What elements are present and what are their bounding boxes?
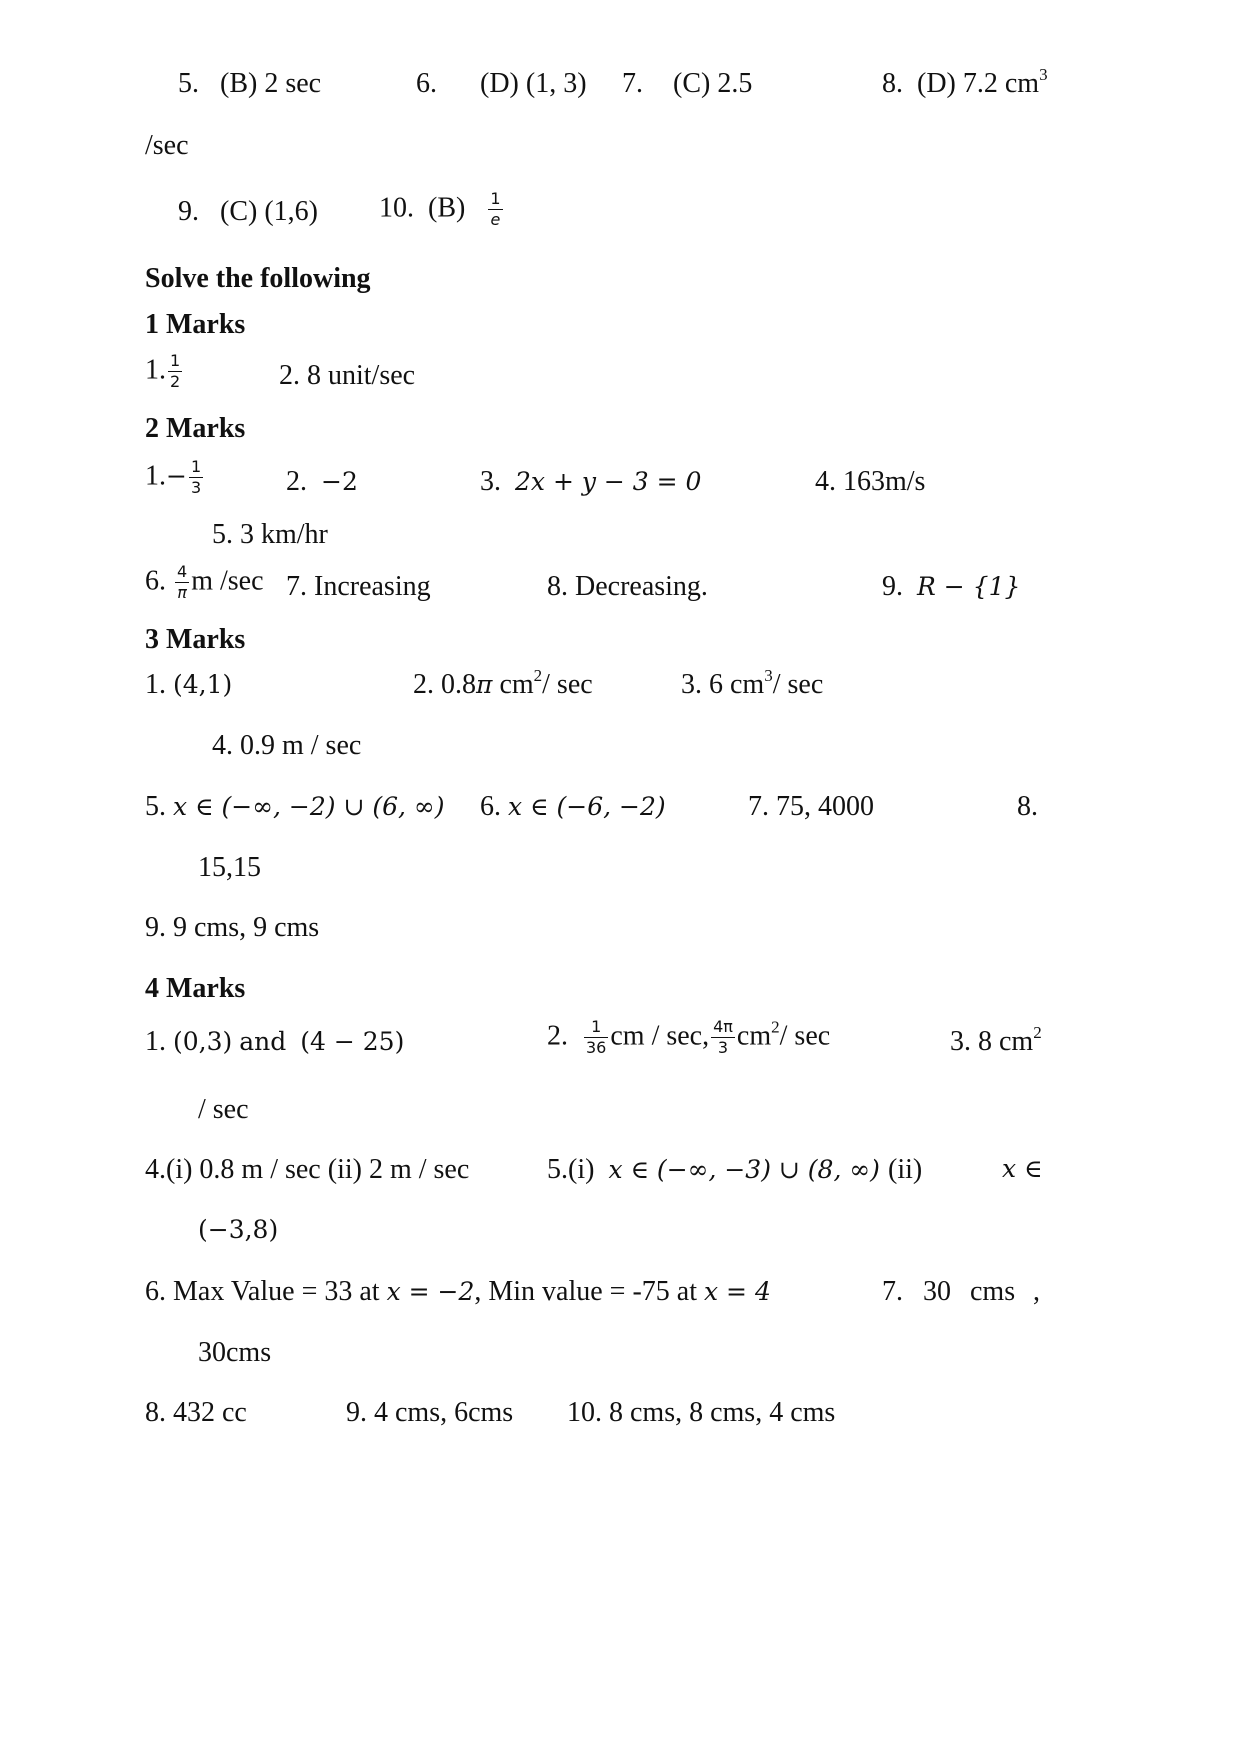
two-marks-q4: 4. 163m/s bbox=[815, 466, 926, 497]
four-marks-q8: 8. 432 cc bbox=[145, 1397, 247, 1428]
fraction: $\frac{4\pi}{3}$ bbox=[713, 1017, 733, 1058]
three-marks-title: 3 Marks bbox=[145, 624, 246, 655]
two-marks-title: 2 Marks bbox=[145, 413, 246, 444]
four-marks-q5-ii-math: x ∈ bbox=[1002, 1154, 1043, 1183]
four-marks-title: 4 Marks bbox=[145, 973, 246, 1004]
mcq-answer-10: 10. (B) $\frac{1}{e}$ bbox=[379, 189, 501, 230]
mcq-answer-7-num: 7. bbox=[622, 68, 643, 99]
one-marks-title: 1 Marks bbox=[145, 309, 246, 340]
mcq-text: (B) 2 sec bbox=[220, 68, 322, 99]
three-marks-q3: 3. 6 $cm^3/$ sec bbox=[681, 666, 824, 700]
four-marks-q5-ii-interval: (−3,8) bbox=[198, 1215, 279, 1244]
mcq-answer-8: 8. (D) 7.2 $cm^3$ bbox=[882, 65, 1048, 99]
fraction: $\frac{1}{3}$ bbox=[190, 457, 202, 498]
mcq-answer-7: (C) 2.5 bbox=[673, 68, 753, 99]
three-marks-q8-num: 8. bbox=[1017, 791, 1038, 822]
four-marks-q7-comma: , bbox=[1033, 1276, 1040, 1307]
mcq-answer-5 bbox=[178, 70, 321, 98]
four-marks-q7-unit: cms bbox=[970, 1276, 1016, 1307]
three-marks-q7: 7. 75, 4000 bbox=[748, 791, 874, 822]
three-marks-q5: 5. x ∈ (−∞, −2) ∪ (6, ∞) bbox=[145, 791, 445, 822]
fraction: $\frac{1}{36}$ bbox=[586, 1017, 607, 1058]
three-marks-q4: 4. 0.9 m / sec bbox=[212, 730, 362, 761]
four-marks-q7-num: 7. bbox=[882, 1276, 903, 1307]
four-marks-q9: 9. 4 cms, 6cms bbox=[346, 1397, 514, 1428]
one-marks-q2: 2. 8 unit/sec bbox=[279, 360, 416, 391]
three-marks-q2: 2. 0.8π $cm^2/$ sec bbox=[413, 666, 593, 700]
mcq-answer-6: (D) (1, 3) bbox=[480, 68, 587, 99]
two-marks-q3: 3. 2x + y − 3 = 0 bbox=[480, 466, 702, 497]
fraction: $\frac{1}{2}$ bbox=[170, 351, 181, 392]
four-marks-q3: 3. 8 $cm^2$ bbox=[950, 1023, 1042, 1057]
four-marks-q1: 1. (0,3) and (4 − 25) bbox=[145, 1026, 405, 1057]
mcq-answer-6-num: 6. bbox=[416, 68, 437, 99]
two-marks-q6: 6. $\frac{4}{\pi}$ m /sec bbox=[145, 562, 264, 603]
section-heading: Solve the following bbox=[145, 263, 371, 294]
four-marks-q6: 6. Max Value = 33 at x = −2, Min value = -75 at x = 4 bbox=[145, 1276, 771, 1307]
one-marks-q1: 1. $\frac{1}{2}$ bbox=[145, 351, 181, 392]
two-marks-q5: 5. 3 km/hr bbox=[212, 519, 328, 550]
four-marks-q3-continued: / sec bbox=[198, 1094, 249, 1125]
mcq-answer-9: 9. (C) (1,6) bbox=[178, 196, 318, 227]
four-marks-q4: 4.(i) 0.8 m / sec (ii) 2 m / sec bbox=[145, 1154, 470, 1185]
four-marks-q7-value: 30 bbox=[923, 1276, 951, 1307]
four-marks-q5: 5.(i) x ∈ (−∞, −3) ∪ (8, ∞) bbox=[547, 1154, 880, 1185]
four-marks-q2: 2. $\frac{1}{36}$ cm / sec, $\frac{4\pi}{3}$ $cm^2/$ sec bbox=[547, 1017, 831, 1058]
mcq-answer-8-continued: /sec bbox=[145, 130, 189, 161]
two-marks-q9: 9. R − {1} bbox=[882, 571, 1021, 602]
fraction: $\frac{1}{e}$ bbox=[490, 189, 501, 230]
four-marks-q5-ii: (ii) bbox=[888, 1154, 923, 1185]
three-marks-q8: 15,15 bbox=[198, 852, 261, 883]
two-marks-q8: 8. Decreasing. bbox=[547, 571, 708, 602]
mcq-num: 5. bbox=[178, 68, 199, 99]
four-marks-q10: 10. 8 cms, 8 cms, 4 cms bbox=[567, 1397, 836, 1428]
three-marks-q9: 9. 9 cms, 9 cms bbox=[145, 912, 320, 943]
fraction: $\frac{4}{\pi}$ bbox=[177, 562, 188, 603]
two-marks-q7: 7. Increasing bbox=[286, 571, 431, 602]
two-marks-q2: 2. −2 bbox=[286, 466, 358, 497]
four-marks-q7: 30cms bbox=[198, 1337, 272, 1368]
three-marks-q1: 1. (4,1) bbox=[145, 669, 233, 700]
two-marks-q1: 1.− $\frac{1}{3}$ bbox=[145, 457, 202, 498]
three-marks-q6: 6. x ∈ (−6, −2) bbox=[480, 791, 666, 822]
